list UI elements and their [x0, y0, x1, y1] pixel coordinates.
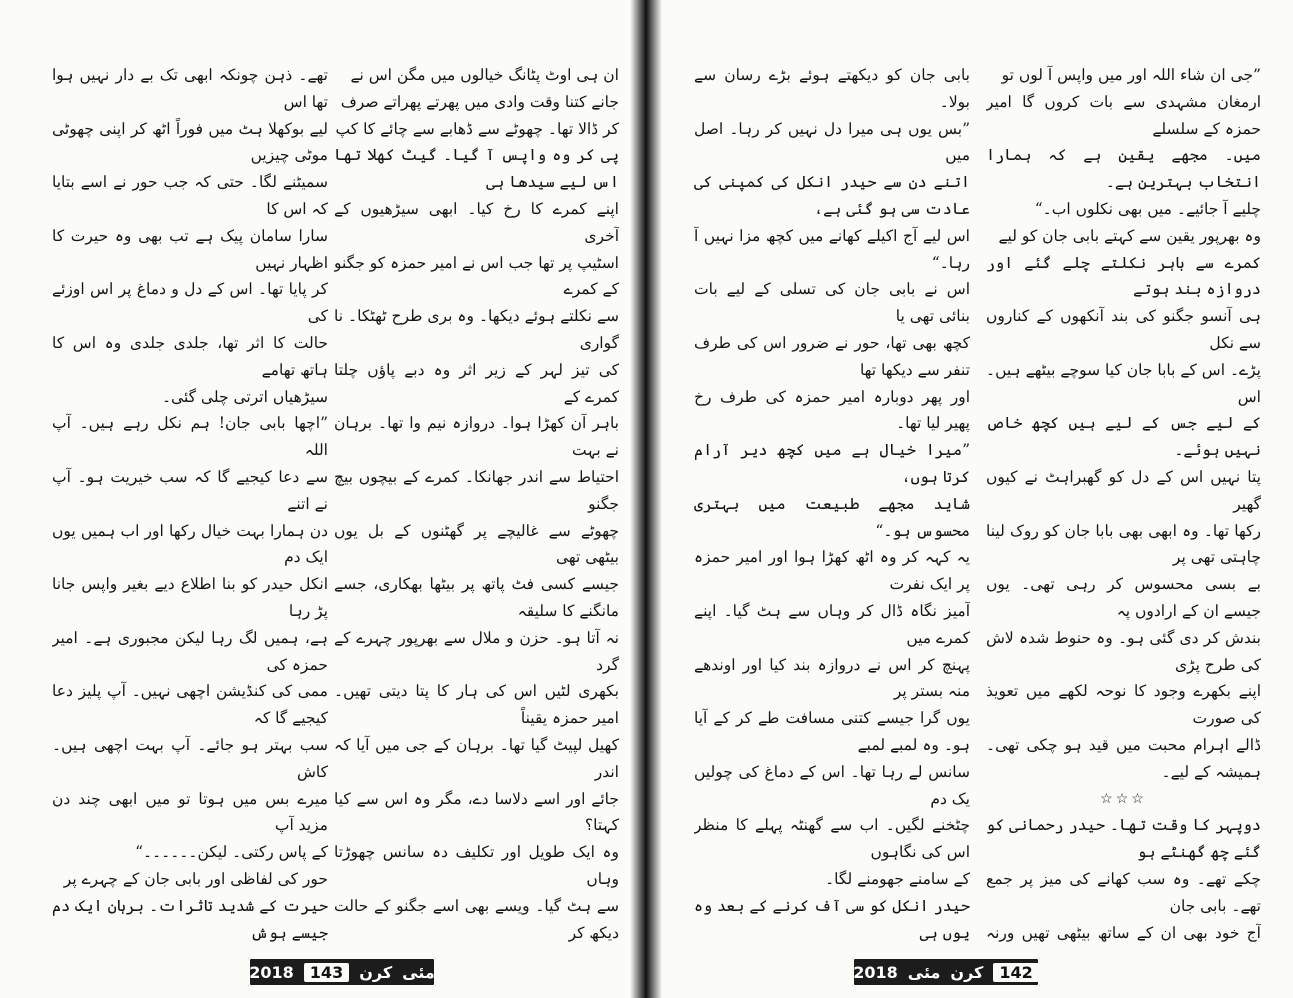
text-line [52, 946, 328, 948]
text-line: سے نکلتے ہوئے دیکھا۔ وہ بری طرح ٹھٹکا۔ نا گواری [334, 307, 619, 352]
footer-month: مئی [907, 962, 941, 982]
text-line: ان ہی اوٹ پٹانگ خیالوں میں مگن اس نے [350, 66, 619, 84]
text-line: کی تیز لہر کے زیر اثر وہ دبے پاؤں چلتا کمرے کے [334, 360, 619, 406]
text-line: ڈالے اہرام محبت میں قید ہو چکی تھی۔ ہمیشہ کے لیے۔ [986, 735, 1261, 781]
text-line [334, 946, 619, 948]
right-page-right-column [986, 62, 1261, 948]
magazine-name: کرن [950, 962, 984, 982]
text-line: جانے کتنا وقت وادی میں پھرتے پھراتے صرف [340, 92, 619, 111]
text-line: پی کر وہ واپس آ گیا۔ گیٹ کھلا تھا اس لیے سیدھا ہی [334, 146, 619, 192]
text-line: ہے، ہمیں لگ رہا لیکن مجبوری ہے۔ امیر حمزہ کی [52, 628, 328, 674]
text-line: ”میرا خیال ہے میں کچھ دیر آرام کرتا ہوں، [694, 441, 970, 486]
text-line: سانس لے رہا تھا۔ اس کے دماغ کی چولیں یک دم [694, 762, 970, 808]
text-line: پہنچ کر اس نے دروازہ بند کیا اور اوندھے منہ بستر پر [694, 655, 970, 701]
text-line: ”بس یوں ہی میرا دل نہیں کر رہا۔ اصل میں [694, 119, 970, 165]
text-line: پڑے۔ اس کے بابا جان کیا سوچے بیٹھے ہیں۔ اس [986, 360, 1261, 406]
section-break-stars: ☆☆☆ [1100, 790, 1147, 807]
text-line: آج خود بھی ان کے ساتھ بیٹھی تھیں ورنہ [986, 923, 1261, 942]
footer-year: 2018 [853, 962, 898, 982]
text-line: ”اچھا بابی جان! ہم نکل رہے ہیں۔ آپ اللہ [52, 414, 328, 460]
text-line: چھوٹے سے غالیچے پر گھٹنوں کے بل یوں بیٹھی تھی [334, 521, 619, 567]
text-line: حیرت کے شدید تاثرات۔ برہان ایک دم جیسے ہوش [52, 896, 328, 942]
text-line: اپنے کمرے کا رخ کیا۔ ابھی سیڑھیوں کے آخری [334, 199, 619, 245]
right-page-footer [852, 957, 1040, 987]
text-line: سمیٹنے لگا۔ حتی کہ جب حور نے اسے بتایا کہ اس کا [52, 173, 328, 218]
text-line: پتا نہیں اس کے دل کو گھبراہٹ نے کیوں گھیر [986, 467, 1261, 513]
text-line: ہی آنسو جگنو کی بند آنکھوں کے کناروں سے نکل [986, 307, 1261, 352]
text-line: ارمغان مشہدی سے بات کروں گا امیر حمزہ کے سلسلے [986, 92, 1261, 138]
right-page-left-column [694, 62, 970, 948]
text-line: کے پاس رکتی۔ لیکن۔۔۔۔۔۔“ [135, 843, 328, 862]
page-number: 143 [304, 963, 349, 982]
text-line: حالت کا اثر تھا، جلدی جلدی وہ اس کا ہاتھ تھامے [52, 333, 328, 379]
text-line: حیدر انکل کو سی آف کرنے کے بعد وہ یوں ہی [694, 896, 970, 942]
text-line: چٹخنے لگیں۔ اب سے گھنٹہ پہلے کا منظر اس کی نگاہوں [694, 816, 970, 862]
text-line: احتیاط سے اندر جھانکا۔ کمرے کے بیچوں بیچ جگنو [334, 467, 619, 513]
text-line: انکل حیدر کو بنا اطلاع دیے بغیر واپس جانا پڑ رہا [52, 575, 328, 620]
text-line: اور پھر دوبارہ امیر حمزہ کی طرف رخ پھیر لیا تھا۔ [694, 387, 970, 433]
left-page-footer [248, 957, 436, 987]
text-line: جیسے کسی فٹ پاتھ پر بیٹھا بھکاری، جسے مانگنے کا سلیقہ [334, 575, 619, 620]
text-line: بکھری لٹیں اس کی ہار کا پتا دیتی تھیں۔ امیر حمزہ یقیناً [334, 682, 619, 728]
text-line: کمرے سے باہر نکلتے چلے گئے اور دروازہ بند ہوتے [986, 253, 1261, 299]
text-line: آمیز نگاہ ڈال کر وہاں سے ہٹ گیا۔ اپنے کمرے میں [694, 601, 970, 647]
left-page-right-column [334, 62, 619, 948]
text-line: اس نے بابی جان کی تسلی کے لیے بات بنائی تھی یا [694, 280, 970, 326]
text-line: نہ آتا ہو۔ حزن و ملال سے بھرپور چہرے کے گرد [334, 628, 619, 674]
footer-month: مئی [402, 962, 435, 982]
text-line: شاید مجھے طبیعت میں بہتری محسوس ہو۔“ [694, 494, 970, 540]
text-line: بے بسی محسوس کر رہی تھی۔ یوں جیسے ان کے ارادوں پہ [986, 575, 1261, 620]
text-line: سارا سامان پیک ہے تب بھی وہ حیرت کا اظہار نہیں [52, 226, 328, 272]
footer-year: 2018 [249, 962, 294, 982]
text-line: بندش کر دی گئی ہو۔ وہ حنوط شدہ لاش کی طرح پڑی [986, 628, 1261, 674]
text-line: یہ کہہ کر وہ اٹھ کھڑا ہوا اور امیر حمزہ پر ایک نفرت [694, 548, 970, 594]
text-line: جائے اور اسے دلاسا دے، مگر وہ اس سے کیا کہتا؟ [334, 789, 619, 835]
page-number: 142 [993, 963, 1038, 982]
text-line: وہ بھرپور یقین سے کہتے بابی جان کو لیے [998, 226, 1261, 245]
text-line: کھیل لپیٹ گیا تھا۔ برہان کے جی میں آیا کہ اندر [334, 735, 619, 781]
text-line: چکے تھے۔ وہ سب کھانے کی میز پر جمع تھے۔ بابی جان [986, 869, 1261, 915]
text-line: میرے بس میں ہوتا تو میں ابھی چند دن مزید آپ [52, 789, 328, 835]
text-line: یوں گرا جیسے کتنی مسافت طے کر کے آیا ہو۔ وہ لمبے لمبے [694, 709, 970, 754]
text-line [694, 946, 970, 948]
text-line: اس لیے آج اکیلے کھانے میں کچھ مزا نہیں آ رہا۔“ [694, 226, 970, 272]
text-line: کچھ بھی تھا، حور نے ضرور اس کی طرف تنفر سے دیکھا تھا [694, 333, 970, 379]
text-line: دن ہمارا بہت خیال رکھا اور اب ہمیں یوں ایک دم [52, 521, 328, 567]
text-line: میں۔ مجھے یقین ہے کہ ہمارا انتخاب بہترین ہے۔ [986, 146, 1261, 192]
text-line: کر پایا تھا۔ اس کے دل و دماغ پر اس اوزئے کی [52, 280, 328, 326]
text-line: اپنے بکھرے وجود کا نوحہ لکھے میں تعویذ کی صورت [986, 682, 1261, 728]
text-line: تھے۔ ذہن چونکہ ابھی تک بے دار نہیں ہوا تھا اس [52, 66, 328, 111]
text-line: اتنے دن سے حیدر انکل کی کمپنی کی عادت سی ہو گئی ہے، [694, 173, 970, 218]
text-line: سے ہٹ گیا۔ ویسے بھی اسے جگنو کے حالت دیکھ کر [334, 896, 619, 942]
text-line: کے سامنے جھومنے لگا۔ [825, 869, 970, 888]
left-page-left-column [52, 62, 328, 948]
text-line: بابی جان کو دیکھتے ہوئے بڑے رسان سے بولا۔ [694, 66, 970, 111]
text-line: سیڑھیاں اترتی چلی گئی۔ [161, 387, 328, 406]
text-line: سب بہتر ہو جائے۔ آپ بہت اچھی ہیں۔ کاش [52, 735, 328, 781]
magazine-name: کرن [359, 962, 393, 982]
text-line: حور کی لفاظی اور بابی جان کے چہرے پر [63, 869, 328, 888]
text-line: کر ڈالا تھا۔ چھوٹے سے ڈھابے سے چائے کا کپ [335, 119, 619, 138]
text-line: باہر آن کھڑا ہوا۔ دروازہ نیم وا تھا۔ برہان نے بہت [334, 414, 619, 460]
text-line: ”جی ان شاء اللہ اور میں واپس آ لوں تو [1001, 66, 1261, 84]
text-line: وہ ایک طویل اور تکلیف دہ سانس چھوڑتا وہاں [334, 843, 619, 888]
text-line: ممی کی کنڈیشن اچھی نہیں۔ آپ پلیز دعا کیجیے گا کہ [52, 682, 328, 728]
text-line: چلیے آ جائیے۔ میں بھی نکلوں اب۔“ [1034, 199, 1261, 218]
text-line: لیے بوکھلا ہٹ میں فوراً اٹھ کر اپنی چھوٹی موٹی چیزیں [52, 119, 328, 165]
text-line: اسٹیپ پر تھا جب اس نے امیر حمزہ کو جگنو کے کمرے [334, 253, 619, 299]
text-line: کے لیے جس کے لیے ہیں کچھ خاص نہیں ہوئے۔ [986, 414, 1261, 460]
text-line: سے دعا کیجیے گا کہ سب خیریت ہو۔ آپ نے اتنے [52, 467, 328, 513]
book-gutter [630, 0, 662, 998]
text-line: رکھا تھا۔ وہ ابھی بھی بابا جان کو روک لینا چاہتی تھی پر [986, 521, 1261, 567]
text-line: دوپہر کا وقت تھا۔ حیدر رحمانی کو گئے چھ گھنٹے ہو [986, 816, 1261, 862]
